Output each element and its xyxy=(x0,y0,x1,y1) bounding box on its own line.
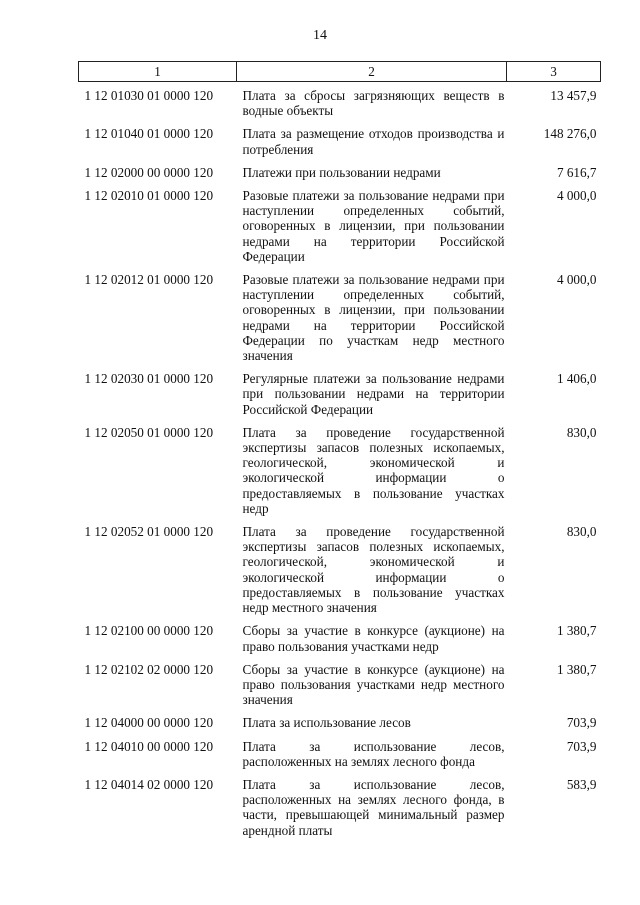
table-body xyxy=(79,82,601,843)
amount: 4 000,0 xyxy=(556,188,597,204)
budget-code: 1 12 02052 01 0000 120 xyxy=(84,524,214,540)
table-row xyxy=(79,736,601,774)
income-name: Разовые платежи за пользование недрами при наступлении определенных событий, оговоренных в лицензии, при пользовании недрами на территории Российской Федерации xyxy=(242,188,505,264)
table-row xyxy=(79,659,601,713)
budget-code: 1 12 01030 01 0000 120 xyxy=(84,88,214,103)
income-name: Сборы за участие в конкурсе (аукционе) на право пользования участками недр местного значения xyxy=(242,661,505,708)
page-number: 14 xyxy=(313,28,327,43)
table-row xyxy=(79,269,601,368)
header-col-1: 1 xyxy=(79,62,237,82)
amount: 148 276,0 xyxy=(543,126,597,142)
amount: 7 616,7 xyxy=(556,164,597,180)
table-row xyxy=(79,82,601,124)
amount: 830,0 xyxy=(566,524,597,540)
amount: 1 406,0 xyxy=(556,371,597,387)
budget-code: 1 12 02000 00 0000 120 xyxy=(84,164,214,180)
amount: 4 000,0 xyxy=(556,272,597,288)
header-col-3: 3 xyxy=(507,62,601,82)
table-row xyxy=(79,123,601,161)
amount: 703,9 xyxy=(566,738,597,754)
table-row xyxy=(79,712,601,735)
table-header xyxy=(79,62,601,82)
budget-code: 1 12 02050 01 0000 120 xyxy=(84,424,214,440)
budget-code: 1 12 02012 01 0000 120 xyxy=(84,272,214,288)
income-name: Плата за размещение отходов производства и потребления xyxy=(242,126,505,157)
income-name: Плата за сбросы загрязняющих веществ в водные объекты xyxy=(242,88,505,119)
table-row xyxy=(79,422,601,521)
amount: 13 457,9 xyxy=(550,88,597,103)
budget-code: 1 12 04010 00 0000 120 xyxy=(84,738,214,754)
income-name: Регулярные платежи за пользование недрами при пользовании недрами на территории Российской Федерации xyxy=(242,371,505,417)
header-row xyxy=(79,62,601,82)
table-row xyxy=(79,620,601,658)
income-name: Разовые платежи за пользование недрами при наступлении определенных событий, оговоренных в лицензии, при пользовании недрами на территории Российской Федерации по участкам недр местного значения xyxy=(242,272,505,364)
budget-table xyxy=(78,61,601,843)
budget-code: 1 12 02102 02 0000 120 xyxy=(84,661,214,677)
income-name: Плата за использование лесов, расположенных на землях лесного фонда, в части, превышающей минимальный размер арендной платы xyxy=(242,776,505,838)
budget-code: 1 12 01040 01 0000 120 xyxy=(84,126,214,142)
income-name: Плата за использование лесов xyxy=(242,715,411,731)
table-row xyxy=(79,774,601,843)
income-name: Сборы за участие в конкурсе (аукционе) на право пользования участками недр xyxy=(242,623,505,654)
table-row xyxy=(79,521,601,620)
income-name: Плата за использование лесов, расположенных на землях лесного фонда xyxy=(242,738,505,769)
income-name: Плата за проведение государственной экспертизы запасов полезных ископаемых, геологической, экономической и экологической информации о предоставляемых в пользование участках недр местного значения xyxy=(242,524,505,616)
header-col-2: 2 xyxy=(237,62,507,82)
amount: 830,0 xyxy=(566,424,597,440)
table-row xyxy=(79,185,601,269)
budget-code: 1 12 04014 02 0000 120 xyxy=(84,776,214,792)
table-row xyxy=(79,162,601,185)
budget-code: 1 12 02030 01 0000 120 xyxy=(84,371,214,387)
income-name: Платежи при пользовании недрами xyxy=(242,164,441,180)
amount: 583,9 xyxy=(566,776,597,792)
amount: 1 380,7 xyxy=(556,661,597,677)
budget-code: 1 12 02100 00 0000 120 xyxy=(84,623,214,639)
budget-code: 1 12 04000 00 0000 120 xyxy=(84,715,214,731)
amount: 1 380,7 xyxy=(556,623,597,639)
income-name: Плата за проведение государственной экспертизы запасов полезных ископаемых, геологической, экономической и экологической информации о предоставляемых в пользование участках недр xyxy=(242,424,505,516)
table-row xyxy=(79,368,601,422)
amount: 703,9 xyxy=(566,715,597,731)
budget-code: 1 12 02010 01 0000 120 xyxy=(84,188,214,204)
